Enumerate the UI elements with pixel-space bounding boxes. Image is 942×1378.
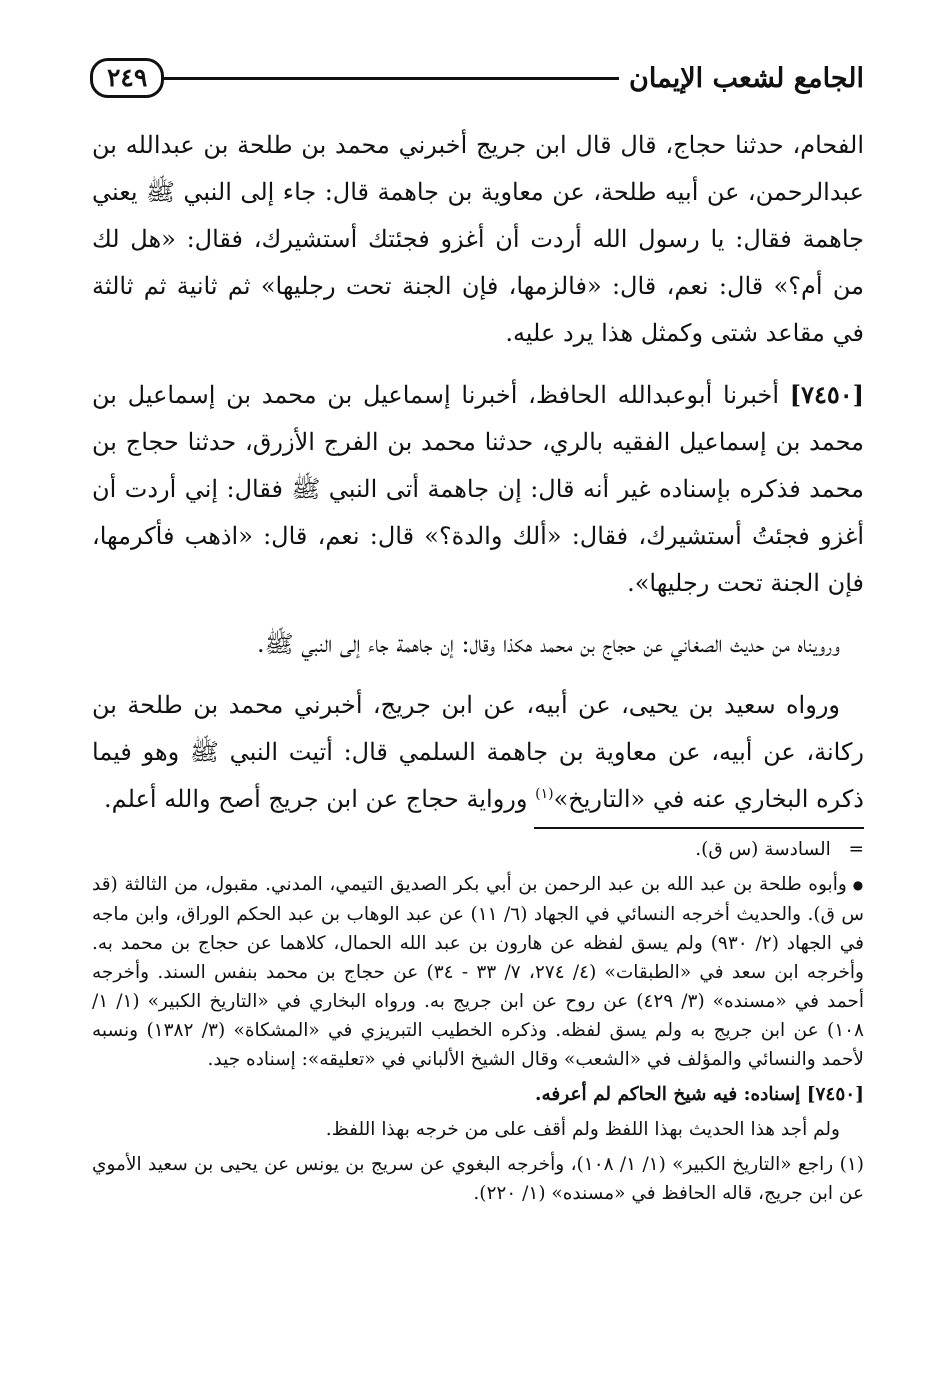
page-number: ٢٤٩: [90, 58, 164, 98]
footnote-1-marker: (١): [839, 1153, 864, 1175]
header-rule: [164, 77, 619, 80]
footnote-isnad-text: إسناده: فيه شيخ الحاكم لم أعرفه.: [535, 1083, 801, 1105]
footnote-bullet-text: وأبوه طلحة بن عبد الله بن عبد الرحمن بن أبي بكر الصديق التيمي، المدني. مقبول، من الثالثة (قد س ق). والحديث أخرجه النسائي في الجهاد (٦/ ١١) عن عبد الوهاب بن عبد الحكم الوراق، وابن ماجه في الجهاد (٢/ ٩٣٠) ولم يسق لفظه عن هارون بن عبد الله الحمال، كلاهما عن حجاج بن محمد به. وأخرجه ابن سعد في «الطبقات» (٤/ ٢٧٤، ٧/ ٣٣ - ٣٤) عن حجاج بن محمد بنفس السند. وأخرجه أحمد في «مسنده» (٣/ ٤٢٩) عن روح عن ابن جريج به. ورواه البخاري في «التاريخ الكبير» (١/ ١/ ١٠٨) عن ابن جريج به ولم يسق لفظه. وذكره الخطيب التبريزي في «المشكاة» (٣/ ١٣٨٢) ونسبه لأحمد والنسائي والمؤلف في «الشعب» وقال الشيخ الألباني في «تعليقه»: إسناده جيد.: [92, 874, 864, 1070]
footnote-note: [92, 1115, 864, 1144]
footnote-continuation: [92, 835, 864, 864]
footnote-bullet: [92, 870, 864, 1074]
footnote-1-text: راجع «التاريخ الكبير» (١/ ١/ ١٠٨)، وأخرجه البغوي عن سريج بن يونس عن يحيى بن سعيد الأموي عن ابن جريج، قاله الحافظ في «مسنده» (١/ ٢٢٠).: [92, 1153, 864, 1204]
footnote-reference: (١): [535, 786, 554, 802]
paragraph-1: الفحام، حدثنا حجاج، قال قال ابن جريج أخبرني محمد بن طلحة بن عبدالله بن عبدالرحمن، عن أبيه طلحة، عن معاوية بن جاهمة قال: جاء إلى النبي ﷺ يعني جاهمة فقال: يا رسول الله أردت أن أغزو فجئتك أستشيرك، فقال: «هل لك من أم؟» قال: نعم، قال: «فالزمها، فإن الجنة تحت رجليها» ثم ثانية ثم ثالثة في مقاعد شتى وكمثل هذا يرد عليه.: [92, 131, 865, 347]
footnote-continuation-text: السادسة (س ق).: [695, 839, 831, 860]
footnote-note-text: ولم أجد هذا الحديث بهذا اللفظ ولم أقف على من خرجه بهذا اللفظ.: [325, 1118, 840, 1140]
paragraph-2-text: أخبرنا أبوعبدالله الحافظ، أخبرنا إسماعيل بن محمد بن إسماعيل بن محمد بن إسماعيل الفقيه بالري، حدثنا محمد بن الفرج الأزرق، حدثنا حجاج بن محمد فذكره بإسناده غير أنه قال: إن جاهمة أتى النبي ﷺ فقال: إني أردت أن أغزو فجئتُ أستشيرك، فقال: «ألك والدة؟» قال: نعم، قال: «اذهب فأكرمها، فإن الجنة تحت رجليها».: [92, 381, 864, 597]
footnote-1: [92, 1150, 864, 1208]
footnote-hadith-number: [٧٤٥٠]: [806, 1083, 864, 1105]
paragraph-4: [92, 682, 864, 823]
main-text: [92, 122, 864, 837]
footnote-separator: [534, 827, 864, 829]
footnotes: [92, 835, 864, 1214]
paragraph-3: ورويناه من حديث الصغاني عن حجاج بن محمد هكذا وقال: إن جاهمة جاء إلى النبي ﷺ.: [256, 630, 840, 658]
paragraph-4-text-a: ورواه سعيد بن يحيى، عن أبيه، عن ابن جريج، أخبرني محمد بن طلحة بن ركانة، عن أبيه، عن معاوية بن جاهمة السلمي قال: أتيت النبي ﷺ وهو فيما ذكره البخاري عنه في «التاريخ»: [92, 691, 864, 813]
running-header: [90, 52, 864, 104]
continuation-marker: =: [848, 839, 864, 860]
footnote-isnad: [92, 1080, 864, 1109]
hadith-number: [٧٤٥٠]: [789, 380, 864, 409]
header-title: الجامع لشعب الإيمان: [629, 62, 864, 94]
paragraph-2: [92, 371, 864, 607]
bullet-icon: [847, 874, 864, 895]
paragraph-4-text-b: ورواية حجاج عن ابن جريج أصح والله أعلم.: [104, 785, 528, 813]
